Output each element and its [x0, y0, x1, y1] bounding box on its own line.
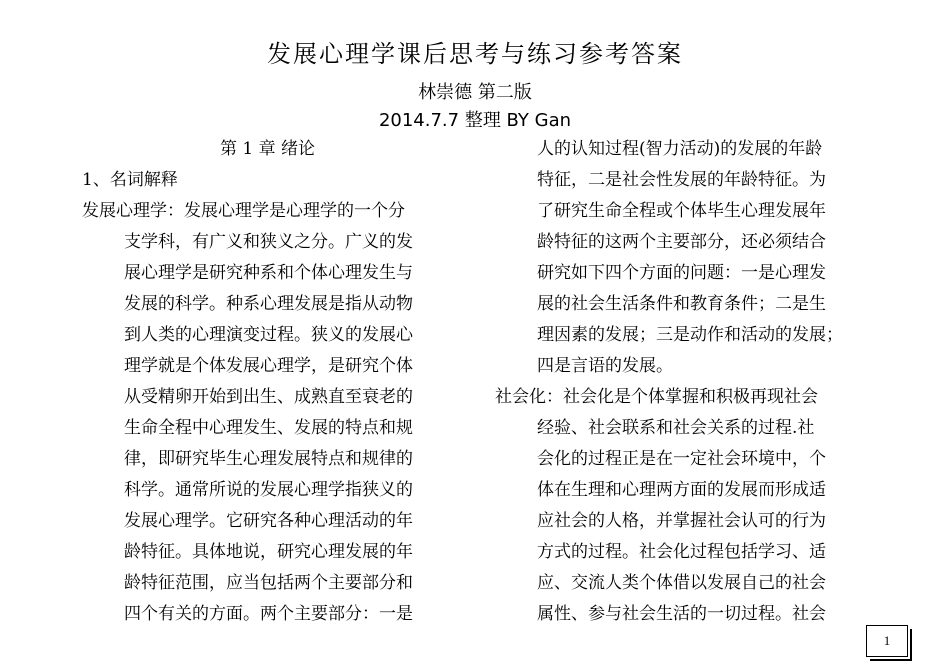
body-line: 从受精卵开始到出生、成熟直至衰老的 [124, 387, 413, 407]
body-line: 经验、社会联系和社会关系的过程.社 [537, 418, 815, 438]
term-line: 社会化：社会化是个体掌握和积极再现社会 [495, 387, 818, 407]
body-line: 律，即研究毕生心理发展特点和规律的 [124, 449, 413, 469]
body-line: 应社会的人格，并掌握社会认可的行为 [537, 511, 826, 531]
page-number: 1 [866, 625, 908, 657]
body-line: 应、交流人类个体借以发展自己的社会 [537, 573, 826, 593]
term-line: 发展心理学：发展心理学是心理学的一个分 [82, 201, 405, 221]
document-author: 林崇德 第二版 [418, 82, 532, 103]
right-column [495, 134, 915, 630]
body-line: 四是言语的发展。 [537, 356, 673, 376]
left-column [82, 134, 502, 630]
body-line: 龄特征。具体地说，研究心理发展的年 [124, 542, 413, 562]
body-line: 研究如下四个方面的问题：一是心理发 [537, 263, 826, 283]
body-line: 方式的过程。社会化过程包括学习、适 [537, 542, 826, 562]
body-line: 四个有关的方面。两个主要部分：一是 [124, 604, 413, 624]
body-line: 生命全程中心理发生、发展的特点和规 [124, 418, 413, 438]
body-line: 支学科，有广义和狭义之分。广义的发 [124, 232, 413, 252]
body-line: 属性、参与社会生活的一切过程。社会 [537, 604, 826, 624]
body-line: 发展心理学。它研究各种心理活动的年 [124, 511, 413, 531]
body-line: 龄特征的这两个主要部分，还必须结合 [537, 232, 826, 252]
body-line: 科学。通常所说的发展心理学指狭义的 [124, 480, 413, 500]
body-line: 龄特征范围，应当包括两个主要部分和 [124, 573, 413, 593]
body-line: 会化的过程正是在一定社会环境中，个 [537, 449, 826, 469]
body-line: 展的社会生活条件和教育条件；二是生 [537, 294, 826, 314]
body-line: 理因素的发展；三是动作和活动的发展； [537, 325, 843, 345]
body-line: 到人类的心理演变过程。狭义的发展心 [124, 325, 413, 345]
body-line: 理学就是个体发展心理学，是研究个体 [124, 356, 413, 376]
chapter-heading: 第 1 章 绪论 [220, 139, 316, 159]
body-line: 发展的科学。种系心理发展是指从动物 [124, 294, 413, 314]
document-title: 发展心理学课后思考与练习参考答案 [267, 40, 683, 68]
document-edit-note: 2014.7.7 整理 BY Gan [378, 110, 572, 131]
body-line: 特征，二是社会性发展的年龄特征。为 [537, 170, 826, 190]
body-line: 了研究生命全程或个体毕生心理发展年 [537, 201, 826, 221]
section-heading: 1、名词解释 [82, 170, 178, 190]
body-line: 人的认知过程(智力活动)的发展的年龄 [537, 139, 823, 159]
body-line: 展心理学是研究种系和个体心理发生与 [124, 263, 413, 283]
body-line: 体在生理和心理两方面的发展而形成适 [537, 480, 826, 500]
